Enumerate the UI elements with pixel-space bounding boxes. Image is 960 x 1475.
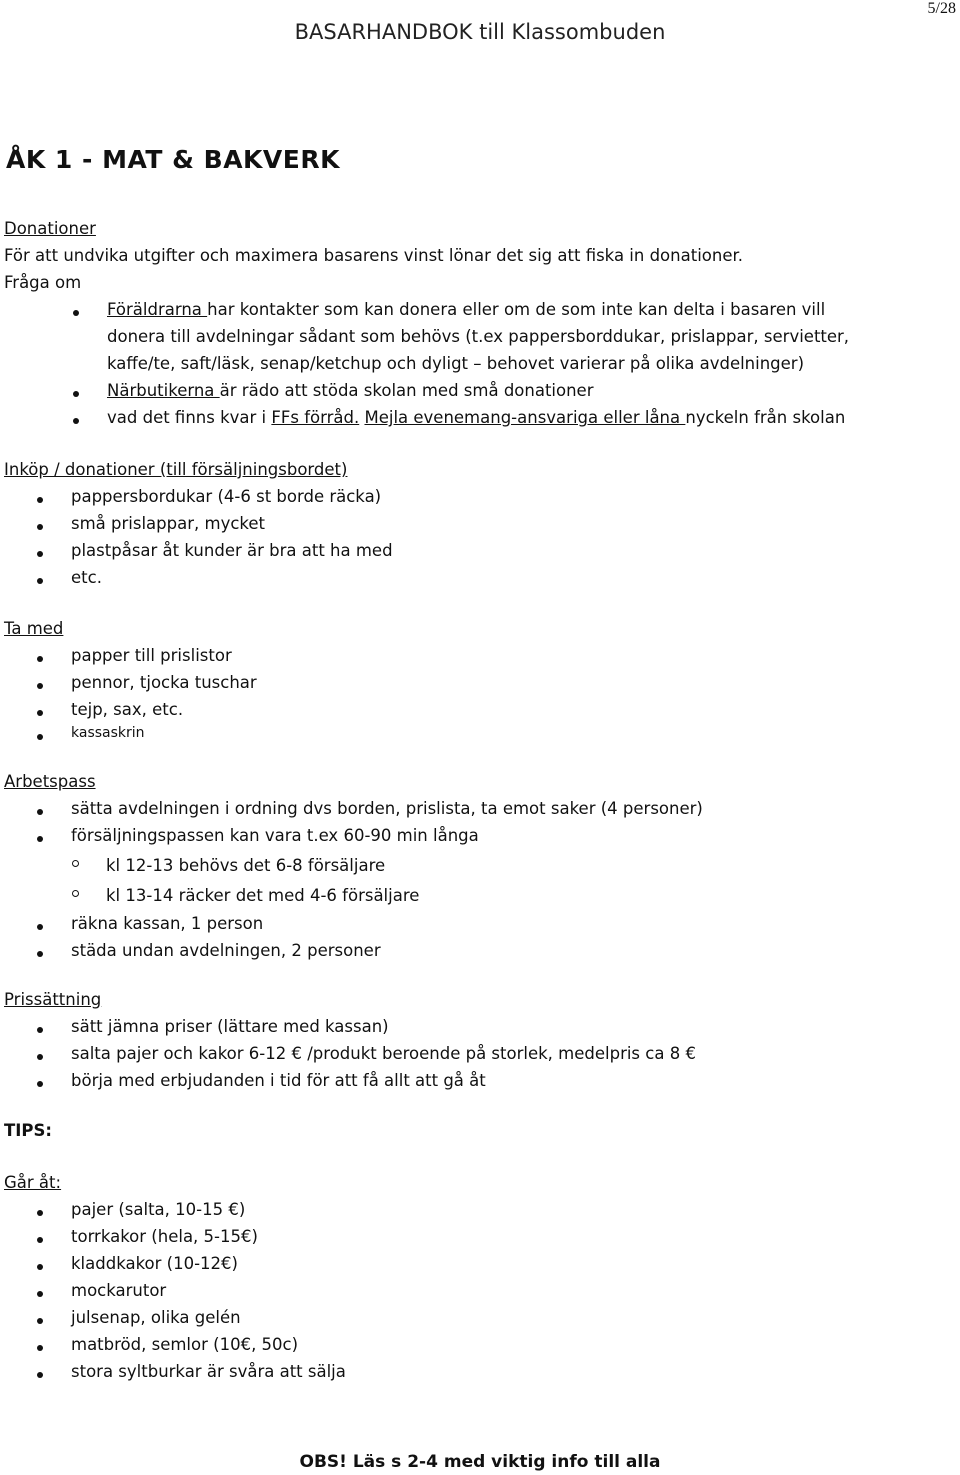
list-item: plastpåsar åt kunder är bra att ha med	[71, 541, 393, 560]
list-item: pajer (salta, 10-15 €)	[71, 1200, 246, 1219]
list-item: börja med erbjudanden i tid för att få allt att gå åt	[71, 1071, 486, 1090]
page-title: ÅK 1 - MAT & BAKVERK	[6, 145, 340, 174]
list-item: försäljningspassen kan vara t.ex 60-90 min långa	[71, 826, 479, 845]
ffs-forrad-text: FFs förråd.	[271, 408, 360, 427]
list-item: stora syltburkar är svåra att sälja	[71, 1362, 346, 1381]
bullet	[37, 1291, 43, 1297]
footer-note: OBS! Läs s 2-4 med viktig info till alla	[299, 1452, 661, 1472]
item-text: har kontakter som kan donera eller om de som inte kan delta i basaren vill	[207, 300, 826, 319]
donationer-intro: För att undvika utgifter och maximera basarens vinst lönar det sig att fiska in donationer.	[4, 246, 743, 265]
list-item: räkna kassan, 1 person	[71, 914, 264, 933]
bullet	[73, 391, 79, 397]
bullet	[37, 1210, 43, 1216]
bullet	[37, 683, 43, 689]
bullet	[37, 1318, 43, 1324]
bullet	[37, 1027, 43, 1033]
bullet	[37, 836, 43, 842]
bullet	[37, 1237, 43, 1243]
bullet	[37, 809, 43, 815]
bullet	[37, 710, 43, 716]
list-item	[107, 381, 594, 400]
list-item-continuation: kaffe/te, saft/läsk, senap/ketchup och dyligt – behovet varierar på olika avdelninger)	[107, 354, 805, 373]
list-item: kladdkakor (10-12€)	[71, 1254, 238, 1273]
item-text: vad det finns kvar i	[107, 408, 272, 427]
list-item: sätta avdelningen i ordning dvs borden, prislista, ta emot saker (4 personer)	[71, 799, 703, 818]
list-item: kassaskrin	[71, 725, 145, 741]
list-item	[107, 408, 845, 427]
bullet	[37, 734, 43, 740]
bullet	[37, 1054, 43, 1060]
list-item: tejp, sax, etc.	[71, 700, 184, 719]
item-text: nyckeln från skolan	[685, 408, 846, 427]
page-number: 5/28	[927, 0, 956, 17]
list-item: julsenap, olika gelén	[71, 1308, 241, 1327]
gar-at-heading: Går åt:	[4, 1173, 62, 1192]
fraga-om-label: Fråga om	[4, 273, 82, 292]
list-item: mockarutor	[71, 1281, 167, 1300]
item-text: är rädo att stöda skolan med små donationer	[219, 381, 594, 400]
section-heading-donationer: Donationer	[4, 219, 96, 238]
bullet	[37, 524, 43, 530]
bullet	[37, 1372, 43, 1378]
header-title: BASARHANDBOK till Klassombuden	[294, 20, 666, 44]
list-item: pennor, tjocka tuschar	[71, 673, 257, 692]
bullet	[37, 1345, 43, 1351]
bullet	[73, 310, 79, 316]
bullet	[37, 551, 43, 557]
sub-list-item: kl 13-14 räcker det med 4-6 försäljare	[106, 886, 420, 905]
list-item: sätt jämna priser (lättare med kassan)	[71, 1017, 389, 1036]
list-item: salta pajer och kakor 6-12 € /produkt beroende på storlek, medelpris ca 8 €	[71, 1044, 696, 1063]
list-item: små prislappar, mycket	[71, 514, 265, 533]
list-item: matbröd, semlor (10€, 50c)	[71, 1335, 299, 1354]
list-item-continuation: donera till avdelningar sådant som behövs (t.ex pappersborddukar, prislappar, servietter,	[107, 327, 850, 346]
narbutikerna-text: Närbutikerna	[107, 381, 220, 400]
bullet	[37, 656, 43, 662]
tips-heading: TIPS:	[4, 1121, 52, 1140]
bullet	[37, 924, 43, 930]
bullet	[37, 1264, 43, 1270]
bullet	[73, 418, 79, 424]
section-heading-ta-med: Ta med	[4, 619, 64, 638]
mejla-text: Mejla evenemang-ansvariga eller låna	[364, 408, 686, 427]
bullet	[37, 951, 43, 957]
list-item: städa undan avdelningen, 2 personer	[71, 941, 381, 960]
list-item	[107, 300, 825, 319]
list-item: papper till prislistor	[71, 646, 232, 665]
section-heading-prissattning: Prissättning	[4, 990, 102, 1009]
sub-bullet	[72, 860, 79, 867]
list-item: etc.	[71, 568, 102, 587]
foraldrarna-text: Föräldrarna	[107, 300, 208, 319]
section-heading-arbetspass: Arbetspass	[4, 772, 96, 791]
sub-list-item: kl 12-13 behövs det 6-8 försäljare	[106, 856, 386, 875]
list-item: torrkakor (hela, 5-15€)	[71, 1227, 258, 1246]
list-item: pappersbordukar (4-6 st borde räcka)	[71, 487, 382, 506]
sub-bullet	[72, 890, 79, 897]
bullet	[37, 1081, 43, 1087]
bullet	[37, 578, 43, 584]
bullet	[37, 497, 43, 503]
section-heading-inkop: Inköp / donationer (till försäljningsbordet)	[4, 460, 348, 479]
